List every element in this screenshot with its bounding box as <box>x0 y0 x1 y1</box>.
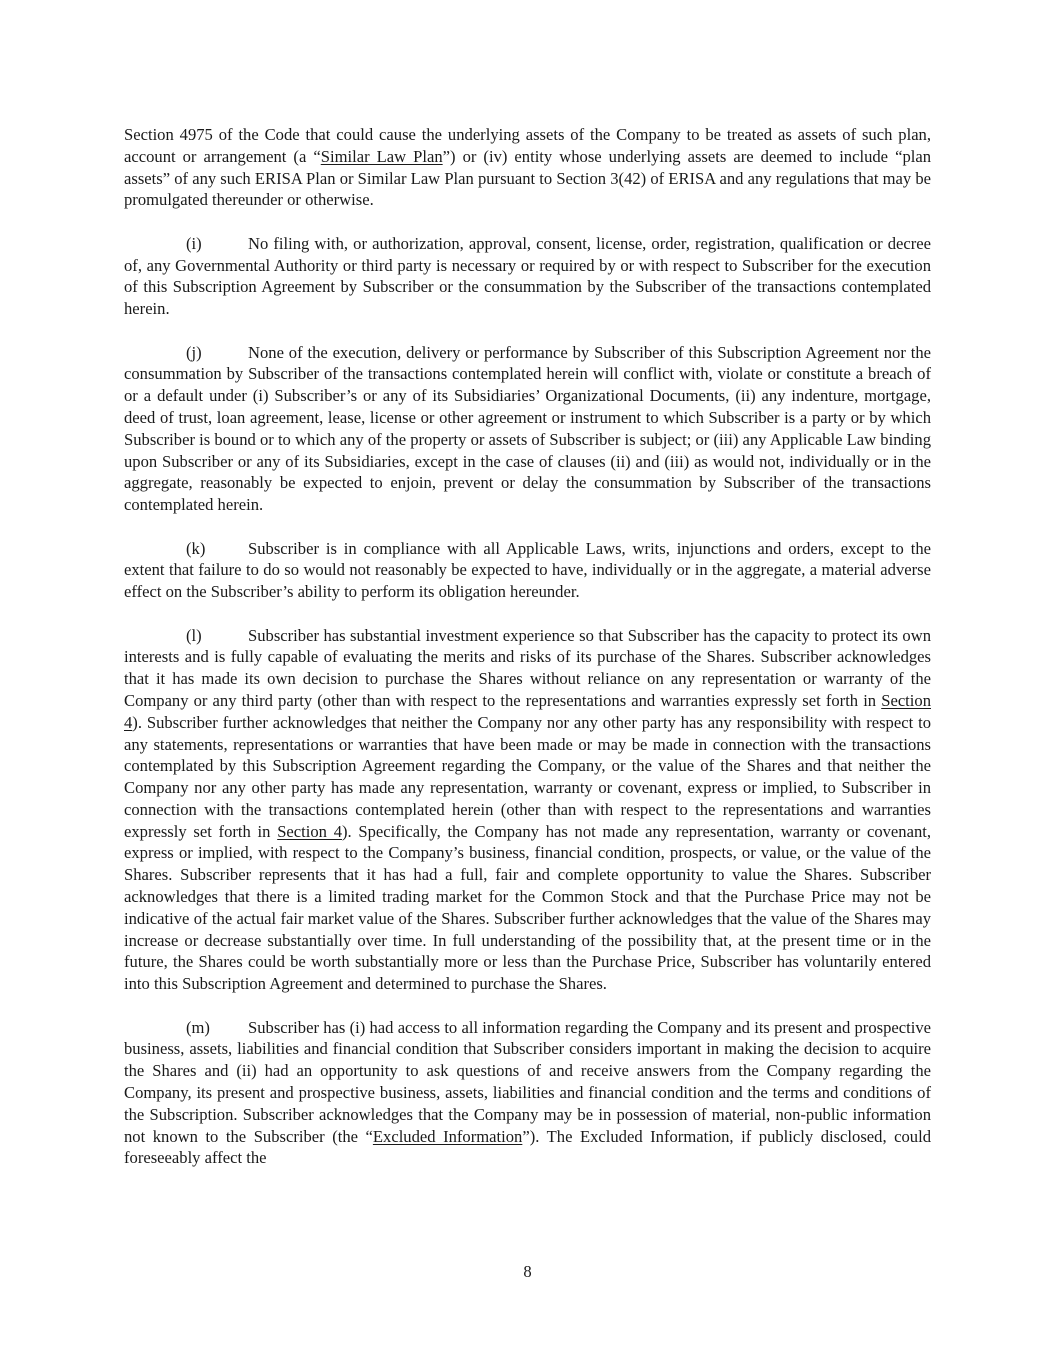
paragraph-m-text-2: ”). The Excluded Information, if publicly disclosed, could foreseeably affect the <box>124 1126 931 1168</box>
paragraph-i <box>124 233 931 320</box>
paragraph-j-text: None of the execution, delivery or performance by Subscriber of this Subscription Agreement nor the consummation by Subscriber of the transactions contemplated herein will conflict with, violate or constitute a breach of or a default under (i) Subscriber’s or any of its Subsidiaries’ Organizational Documents, (ii) any indenture, mortgage, deed of trust, loan agreement, lease, license or other agreement or instrument to which Subscriber is a party or by which Subscriber is bound or to which any of the property or assets of Subscriber is subject; or (iii) any Applicable Law binding upon Subscriber or any of its Subsidiaries, except in the case of clauses (ii) and (iii) as would not, individually or in the aggregate, reasonably be expected to enjoin, prevent or delay the consummation by Subscriber of the transactions contemplated herein. <box>124 342 931 515</box>
paragraph-k-text: Subscriber is in compliance with all Applicable Laws, writs, injunctions and orders, except to the extent that failure to do so would not reasonably be expected to have, individually or in the aggregate, a material adverse effect on the Subscriber’s ability to perform its obligation hereunder. <box>124 538 931 602</box>
document-body <box>124 124 931 1191</box>
paragraph-k-label: (k) <box>186 538 206 558</box>
paragraph-j <box>124 342 931 516</box>
continued-paragraph-text-2: ”) or (iv) entity whose underlying assets are deemed to include “plan assets” of any such ERISA Plan or Similar Law Plan pursuant to Section 3(42) of ERISA and any regulations that may be promulgated thereunder or otherwise. <box>124 146 932 210</box>
paragraph-l-label: (l) <box>186 625 202 645</box>
continued-paragraph-text-1: Section 4975 of the Code that could cause the underlying assets of the Company to be treated as assets of such plan, account or arrangement (a “ <box>124 125 931 166</box>
defined-term-similar-law-plan: Similar Law Plan <box>320 146 443 166</box>
section-4-reference-2: Section 4 <box>277 821 342 841</box>
paragraph-j-label: (j) <box>186 342 202 362</box>
page-number: 8 <box>523 1262 532 1281</box>
paragraph-l-text-2: ). Subscriber further acknowledges that neither the Company nor any other party has any responsibility with respect to any statements, representations or warranties that have been made or may be made in connection with the transactions contemplated by this Subscription Agreement regarding the Company, or the value of the Shares and that neither the Company nor any other party has made any representation, warranty or covenant, express or implied, to Subscriber in connection with the transactions contemplated herein (other than with respect to the representations and warranties expressly set forth in <box>124 712 931 841</box>
defined-term-excluded-information: Excluded Information <box>372 1126 523 1146</box>
paragraph-l <box>124 625 931 996</box>
paragraph-m <box>124 1017 931 1170</box>
paragraph-i-label: (i) <box>186 233 202 253</box>
paragraph-m-text-1: Subscriber has (i) had access to all information regarding the Company and its present and prospective business, assets, liabilities and financial condition that Subscriber considers important in making the decision to acquire the Shares and (ii) had an opportunity to ask questions of and receive answers from the Company regarding the Company, its present and prospective business, assets, liabilities and financial condition and the terms and conditions of the Subscription. Subscriber acknowledges that the Company may be in possession of material, non-public information not known to the Subscriber (the “ <box>124 1017 931 1146</box>
paragraph-k <box>124 538 931 603</box>
paragraph-l-text-3: ). Specifically, the Company has not made any representation, warranty or covenant, express or implied, with respect to the Company’s business, financial condition, prospects, or value, or the value of the Shares. Subscriber represents that it has had a full, fair and complete opportunity to value the Shares. Subscriber acknowledges that there is a limited trading market for the Common Stock and that the Purchase Price may not be indicative of the actual fair market value of the Shares. Subscriber further acknowledges that the value of the Shares may increase or decrease substantially over time. In full understanding of the possibility that, at the present time or in the future, the Shares could be worth substantially more or less than the Purchase Price, Subscriber has voluntarily entered into this Subscription Agreement and determined to purchase the Shares. <box>124 821 931 994</box>
continued-paragraph <box>124 124 931 211</box>
section-4-reference-1: Section 4 <box>124 690 931 732</box>
paragraph-l-text-1: Subscriber has substantial investment experience so that Subscriber has the capacity to protect its own interests and is fully capable of evaluating the merits and risks of its purchase of the Shares. Subscriber acknowledges that it has made its own decision to purchase the Shares without reliance on any representation or warranty of the Company or any third party (other than with respect to the representations and warranties expressly set forth in <box>124 625 931 710</box>
paragraph-i-text: No filing with, or authorization, approval, consent, license, order, registration, qualification or decree of, any Governmental Authority or third party is necessary or required by or with respect to Subscriber for the execution of this Subscription Agreement by Subscriber or the consummation by the Subscriber of the transactions contemplated herein. <box>124 233 931 319</box>
paragraph-m-label: (m) <box>186 1017 210 1037</box>
